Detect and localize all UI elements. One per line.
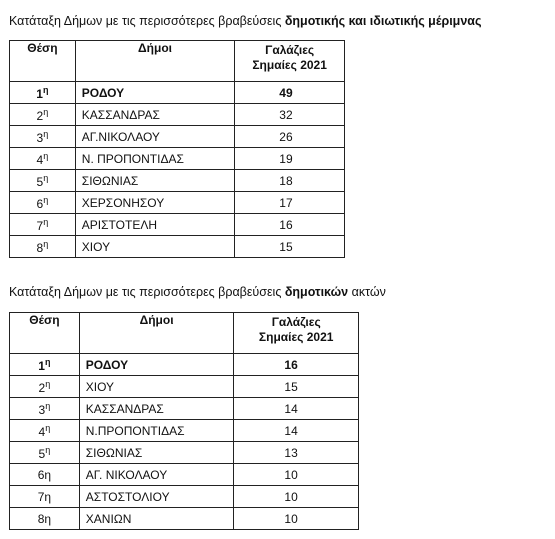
ranking-table-municipal-beaches [9,312,359,530]
position-suffix: η [43,150,49,161]
cell-municipality: ΡΟΔΟΥ [79,354,234,376]
position-number: 1 [38,358,45,373]
header-blue-flags: Γαλάζιες Σημαίες 2021 [235,41,345,82]
cell-blue-flags: 26 [235,126,345,148]
cell-position [10,508,80,530]
cell-position [10,82,76,104]
position-number: 8 [36,240,44,255]
caption-municipal-beaches [9,285,386,299]
cell-municipality: ΣΙΘΩΝΙΑΣ [79,442,234,464]
header-position: Θέση [10,313,80,354]
position-suffix: η [45,378,51,389]
cell-position [10,486,80,508]
cell-position [10,376,80,398]
caption-municipal-private [9,14,481,28]
position-suffix: η [43,172,49,183]
position-suffix: η [42,84,49,95]
cell-position [10,442,80,464]
cell-position [10,192,76,214]
cell-municipality: ΑΓ.ΝΙΚΟΛΑΟΥ [75,126,234,148]
cell-position [10,420,80,442]
position-number: 5 [38,446,46,461]
table-row [10,192,345,214]
position-number: 7η [37,489,52,504]
cell-municipality: ΑΓ. ΝΙΚΟΛΑΟΥ [79,464,234,486]
cell-municipality: ΑΡΙΣΤΟΤΕΛΗ [75,214,234,236]
position-number: 4 [38,424,46,439]
position-number: 5 [36,174,44,189]
position-suffix: η [43,128,49,139]
position-number: 2 [38,380,46,395]
position-suffix: η [43,238,49,249]
position-suffix: η [45,400,51,411]
cell-blue-flags: 14 [234,398,359,420]
position-suffix: η [43,216,49,227]
ranking-table-municipal-private [9,40,345,258]
table-row [10,354,359,376]
cell-blue-flags: 15 [235,236,345,258]
cell-municipality: ΧΑΝΙΩΝ [79,508,234,530]
cell-blue-flags: 19 [235,148,345,170]
table-row [10,442,359,464]
table-header-row [10,313,359,354]
position-number: 3 [36,130,44,145]
cell-municipality: ΣΙΘΩΝΙΑΣ [75,170,234,192]
header-municipalities: Δήμοι [79,313,234,354]
table-row [10,464,359,486]
cell-municipality: ΧΙΟΥ [79,376,234,398]
cell-blue-flags: 14 [234,420,359,442]
cell-municipality: Ν. ΠΡΟΠΟΝΤΙΔΑΣ [75,148,234,170]
cell-municipality: Ν.ΠΡΟΠΟΝΤΙΔΑΣ [79,420,234,442]
position-suffix: η [43,194,49,205]
table-row [10,126,345,148]
table-row [10,104,345,126]
cell-municipality: ΑΣΤΟΣΤΟΛΙΟΥ [79,486,234,508]
table-row [10,170,345,192]
cell-blue-flags: 10 [234,464,359,486]
cell-municipality: ΡΟΔΟΥ [75,82,234,104]
header-blue-flags: Γαλάζιες Σημαίες 2021 [234,313,359,354]
table-row [10,82,345,104]
position-number: 6 [36,196,44,211]
table-row [10,214,345,236]
cell-blue-flags: 15 [234,376,359,398]
cell-blue-flags: 49 [235,82,345,104]
caption-tail: ακτών [348,285,386,299]
cell-blue-flags: 32 [235,104,345,126]
cell-position [10,104,76,126]
header-position: Θέση [10,41,76,82]
cell-position [10,354,80,376]
caption-bold: δημοτικής και ιδιωτικής μέριμνας [284,14,482,28]
cell-position [10,170,76,192]
position-suffix: η [45,444,51,455]
position-number: 8η [37,511,52,526]
cell-position [10,398,80,420]
table-row [10,148,345,170]
cell-municipality: ΚΑΣΣΑΝΔΡΑΣ [79,398,234,420]
cell-municipality: ΧΙΟΥ [75,236,234,258]
table-header-row [10,41,345,82]
cell-blue-flags: 17 [235,192,345,214]
table-row [10,398,359,420]
caption-bold: δημοτικών [284,285,349,299]
header-municipalities: Δήμοι [75,41,234,82]
position-number: 3 [38,402,46,417]
cell-position [10,214,76,236]
table-row [10,420,359,442]
caption-plain: Κατάταξη Δήμων με τις περισσότερες βραβεύσεις [9,14,285,28]
position-number: 4 [36,152,44,167]
position-number: 1 [36,86,43,101]
cell-position [10,236,76,258]
cell-position [10,464,80,486]
cell-blue-flags: 16 [235,214,345,236]
cell-municipality: ΚΑΣΣΑΝΔΡΑΣ [75,104,234,126]
cell-position [10,126,76,148]
cell-blue-flags: 16 [234,354,359,376]
position-number: 6η [37,467,52,482]
table-row [10,508,359,530]
position-suffix: η [44,356,51,367]
position-number: 2 [36,108,44,123]
position-suffix: η [43,106,49,117]
table-row [10,486,359,508]
caption-plain: Κατάταξη Δήμων με τις περισσότερες βραβεύσεις [9,285,285,299]
cell-blue-flags: 10 [234,486,359,508]
cell-municipality: ΧΕΡΣΟΝΗΣΟΥ [75,192,234,214]
cell-blue-flags: 13 [234,442,359,464]
cell-blue-flags: 10 [234,508,359,530]
table-row [10,376,359,398]
table-row [10,236,345,258]
cell-position [10,148,76,170]
position-number: 7 [36,218,44,233]
position-suffix: η [45,422,51,433]
cell-blue-flags: 18 [235,170,345,192]
